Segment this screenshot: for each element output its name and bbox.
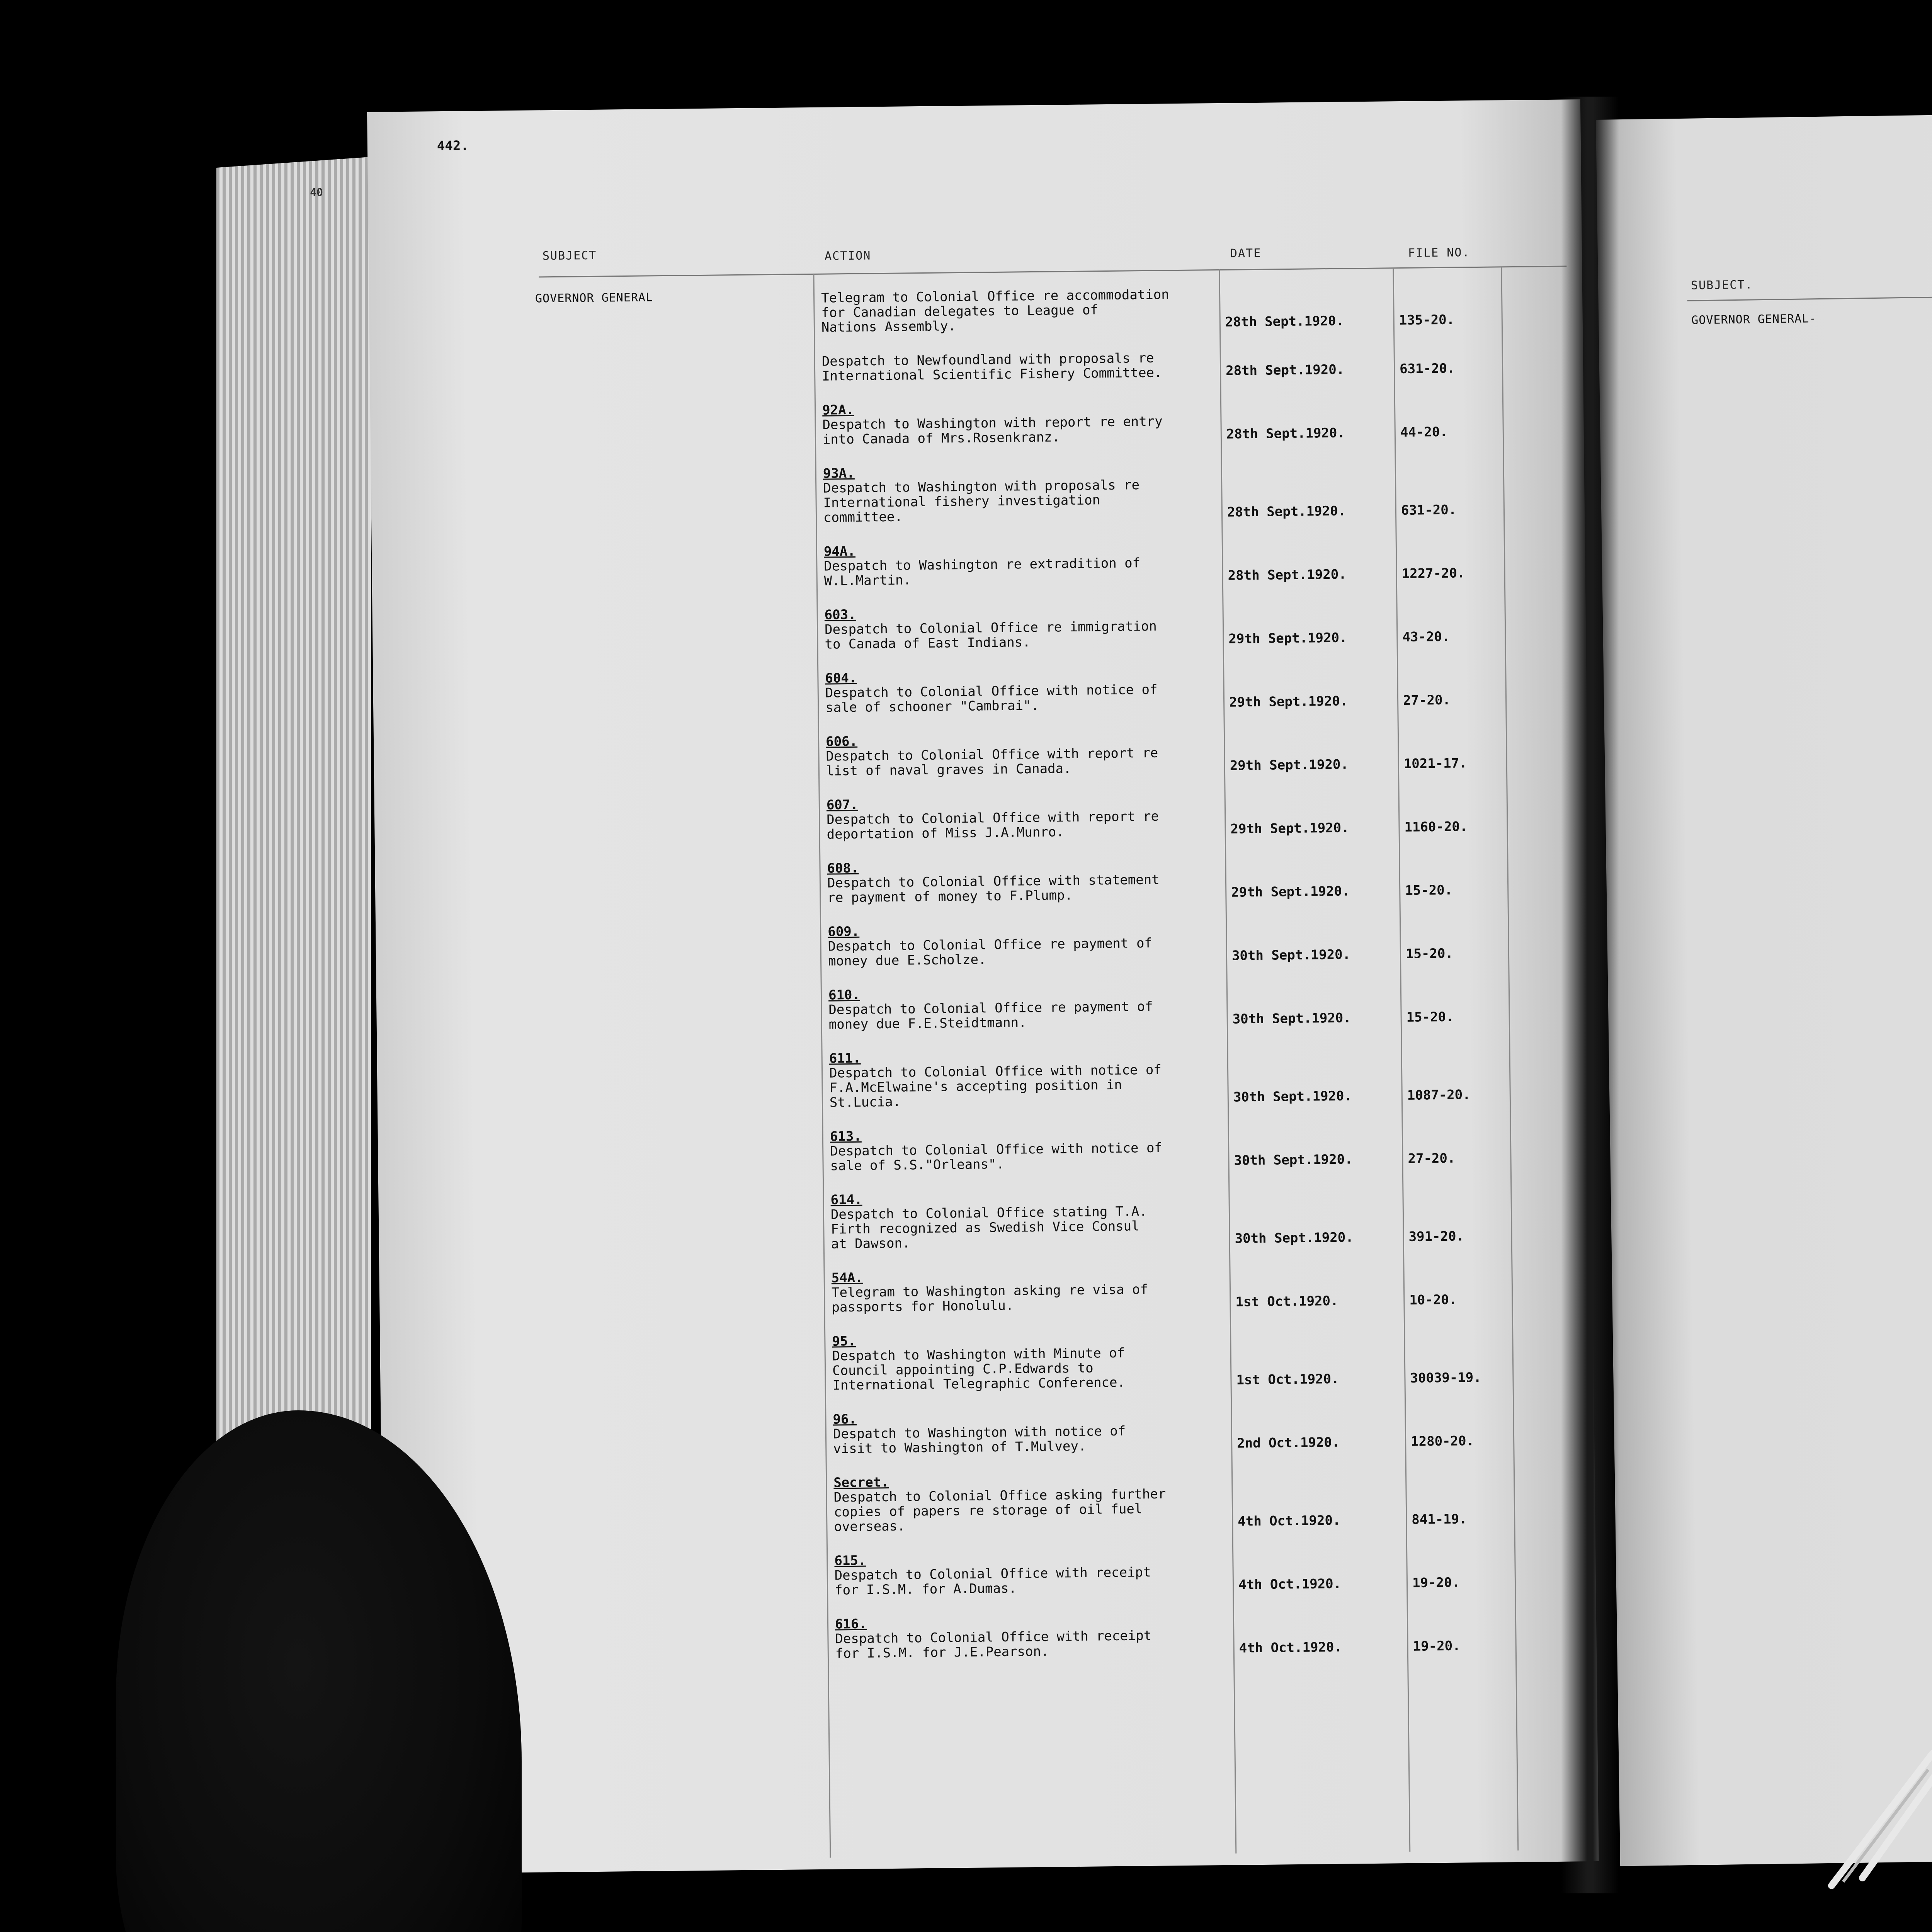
- entry-action-line: sale of S.S."Orleans".: [830, 1156, 1005, 1174]
- entry-number: 610.: [828, 987, 861, 1003]
- entry-number: Secret.: [833, 1475, 889, 1491]
- entry-action-line: Despatch to Colonial Office with receipt: [835, 1628, 1152, 1647]
- right-page: [1596, 101, 1932, 1866]
- entry-action-line: International fishery investigation: [823, 492, 1100, 511]
- ledger-entry: [824, 541, 1141, 588]
- entry-action-line: Despatch to Washington with report re entry: [822, 413, 1163, 433]
- entry-date: 30th Sept.1920.: [1235, 1230, 1354, 1247]
- subject-label: GOVERNOR GENERAL: [535, 291, 653, 306]
- ledger-entry: [823, 463, 1140, 525]
- entry-date: 29th Sept.1920.: [1229, 693, 1348, 710]
- left-page: [310, 99, 1599, 1874]
- entry-action-line: visit to Washington of T.Mulvey.: [833, 1438, 1087, 1457]
- entry-number: 54A.: [831, 1270, 863, 1286]
- ledger-entry: [828, 985, 1153, 1032]
- entry-number: 616.: [835, 1616, 867, 1632]
- entry-file-no: 1160-20.: [1404, 819, 1468, 835]
- entry-action-line: money due E.Scholze.: [828, 952, 986, 969]
- ledger-entry: [830, 1189, 1147, 1252]
- entry-action-line: committee.: [823, 509, 903, 526]
- entry-date: 28th Sept.1920.: [1226, 425, 1345, 442]
- entry-action-line: at Dawson.: [831, 1235, 910, 1252]
- entry-date: 1st Oct.1920.: [1235, 1293, 1338, 1310]
- entry-file-no: 15-20.: [1405, 882, 1453, 898]
- entry-date: 29th Sept.1920.: [1230, 820, 1349, 837]
- ledger-entry: [828, 921, 1152, 969]
- entry-number: 606.: [825, 733, 858, 750]
- entry-file-no: 135-20.: [1399, 312, 1455, 328]
- entry-action-line: copies of papers re storage of oil fuel: [833, 1501, 1143, 1520]
- entry-number: 603.: [824, 607, 856, 623]
- entry-action-line: Firth recognized as Swedish Vice Consul: [831, 1218, 1139, 1237]
- entry-file-no: 841-19.: [1412, 1511, 1467, 1527]
- entry-action-line: Despatch to Colonial Office with notice of: [825, 682, 1158, 701]
- ledger-entry: [830, 1126, 1163, 1173]
- ledger-entry: [822, 399, 1163, 447]
- entry-action-line: Despatch to Washington with Minute of: [832, 1345, 1125, 1364]
- ledger-entry: [834, 1550, 1151, 1598]
- paper-clip-icon: [1816, 1739, 1932, 1893]
- ledger-entry: [822, 350, 1162, 383]
- entry-action-line: Despatch to Washington with proposals re: [823, 477, 1140, 496]
- entry-file-no: 19-20.: [1413, 1638, 1461, 1654]
- header-subject: SUBJECT.: [1690, 278, 1753, 293]
- entry-file-no: 27-20.: [1408, 1150, 1456, 1167]
- entry-date: 28th Sept.1920.: [1227, 503, 1346, 520]
- entry-action-line: to Canada of East Indians.: [825, 634, 1031, 652]
- entry-action-line: Despatch to Colonial Office re immigration: [824, 618, 1157, 638]
- entry-date: 4th Oct.1920.: [1238, 1576, 1342, 1593]
- entry-action-line: Telegram to Colonial Office re accommodation: [821, 287, 1169, 306]
- entry-action-line: Despatch to Colonial Office with notice of: [830, 1140, 1163, 1159]
- column-rule: [1501, 266, 1519, 1850]
- entry-date: 28th Sept.1920.: [1228, 566, 1347, 583]
- entry-number: 94A.: [823, 543, 856, 560]
- entry-action-line: Nations Assembly.: [821, 318, 956, 335]
- ledger-entry: [833, 1409, 1126, 1456]
- page-number: 442.: [437, 138, 469, 154]
- ledger-entry: [821, 287, 1170, 335]
- entry-action-line: Despatch to Newfoundland with proposals re: [821, 350, 1154, 369]
- ledger-entry: [827, 794, 1159, 842]
- entry-number: 93A.: [823, 465, 855, 481]
- ledger-entry: [825, 668, 1158, 715]
- ledger-entry: [833, 1472, 1166, 1534]
- header-action: ACTION: [824, 249, 871, 263]
- entry-action-line: International Telegraphic Conference.: [832, 1374, 1126, 1393]
- entry-file-no: 631-20.: [1401, 502, 1457, 519]
- entry-date: 30th Sept.1920.: [1234, 1151, 1353, 1168]
- ledger-entry: [832, 1331, 1125, 1393]
- header-subject: SUBJECT: [542, 248, 597, 263]
- ledger-entry: [827, 858, 1160, 905]
- entry-number: 607.: [826, 797, 858, 813]
- ledger-entry: [824, 604, 1157, 652]
- entry-action-line: deportation of Miss J.A.Munro.: [827, 824, 1064, 842]
- entry-action-line: Despatch to Colonial Office re payment of: [828, 935, 1153, 954]
- entry-list: [1596, 101, 1932, 120]
- entry-file-no: 30039-19.: [1410, 1369, 1481, 1386]
- entry-action-line: for Canadian delegates to League of: [821, 302, 1099, 321]
- ledger-entry: [835, 1614, 1152, 1661]
- header-file-no: FILE NO.: [1408, 246, 1470, 260]
- entry-action-line: Council appointing C.P.Edwards to: [832, 1360, 1094, 1379]
- entry-file-no: 15-20.: [1405, 946, 1453, 962]
- entry-action-line: W.L.Martin.: [824, 572, 912, 589]
- entry-date: 29th Sept.1920.: [1228, 630, 1347, 647]
- entry-number: 92A.: [822, 402, 854, 418]
- entry-action-line: money due F.E.Steidtmann.: [828, 1015, 1027, 1032]
- page-edge-number: 40: [310, 186, 323, 199]
- entry-action-line: re payment of money to F.Plump.: [827, 887, 1073, 906]
- entry-action-line: Telegram to Washington asking re visa of: [831, 1282, 1148, 1301]
- entry-file-no: 10-20.: [1409, 1292, 1457, 1308]
- ledger-entry: [831, 1267, 1148, 1315]
- entry-number: 609.: [828, 923, 860, 940]
- entry-action-line: Despatch to Colonial Office with notice of: [829, 1062, 1162, 1081]
- entry-date: 1st Oct.1920.: [1236, 1371, 1339, 1388]
- entry-number: 614.: [830, 1192, 862, 1208]
- entry-date: 2nd Oct.1920.: [1236, 1434, 1340, 1451]
- entry-file-no: 1021-17.: [1403, 755, 1467, 772]
- entry-date: 4th Oct.1920.: [1238, 1512, 1341, 1529]
- entry-number: 615.: [834, 1553, 866, 1569]
- entry-action-line: Despatch to Colonial Office asking further: [833, 1486, 1166, 1505]
- entry-action-line: St.Lucia.: [829, 1094, 901, 1111]
- entry-file-no: 44-20.: [1400, 424, 1448, 440]
- entry-file-no: 15-20.: [1406, 1009, 1454, 1025]
- entry-file-no: 1280-20.: [1410, 1433, 1475, 1449]
- header-date: DATE: [1230, 246, 1262, 260]
- entry-file-no: 631-20.: [1399, 361, 1455, 377]
- entry-number: 611.: [829, 1050, 861, 1066]
- entry-action-line: Despatch to Colonial Office with report re: [826, 745, 1158, 764]
- entry-action-line: overseas.: [834, 1518, 905, 1535]
- entry-date: 29th Sept.1920.: [1230, 757, 1349, 774]
- entry-file-no: 43-20.: [1402, 629, 1450, 645]
- entry-action-line: for I.S.M. for A.Dumas.: [834, 1580, 1017, 1598]
- entry-date: 30th Sept.1920.: [1233, 1088, 1352, 1105]
- entry-date: 30th Sept.1920.: [1231, 947, 1351, 964]
- entry-date: 28th Sept.1920.: [1225, 313, 1344, 330]
- entry-date: 29th Sept.1920.: [1231, 883, 1350, 900]
- entry-action-line: Despatch to Washington re extradition of: [824, 555, 1141, 574]
- ledger-entry: [826, 731, 1158, 779]
- entry-number: 95.: [832, 1333, 856, 1349]
- entry-action-line: into Canada of Mrs.Rosenkranz.: [822, 429, 1060, 447]
- entry-number: 608.: [827, 860, 859, 876]
- entry-action-line: list of naval graves in Canada.: [826, 761, 1071, 779]
- entry-file-no: 27-20.: [1403, 692, 1451, 709]
- entry-file-no: 1087-20.: [1407, 1087, 1471, 1103]
- entry-action-line: Despatch to Colonial Office with statement: [827, 872, 1160, 891]
- entry-date: 28th Sept.1920.: [1225, 362, 1345, 379]
- entry-action-line: Despatch to Washington with notice of: [833, 1423, 1126, 1442]
- entry-file-no: 1227-20.: [1401, 565, 1465, 582]
- entry-action-line: Despatch to Colonial Office stating T.A.: [830, 1204, 1147, 1223]
- entry-action-line: passports for Honolulu.: [832, 1298, 1014, 1315]
- subject-label: GOVERNOR GENERAL-: [1691, 312, 1817, 327]
- entry-action-line: sale of schooner "Cambrai".: [825, 697, 1039, 716]
- entry-number: 604.: [825, 670, 857, 686]
- entry-date: 4th Oct.1920.: [1239, 1639, 1342, 1656]
- entry-action-line: F.A.McElwaine's accepting position in: [829, 1077, 1122, 1096]
- book-gutter: [1561, 97, 1619, 1893]
- ledger-entry: [829, 1048, 1162, 1110]
- entry-action-line: Despatch to Colonial Office re payment of: [828, 998, 1153, 1018]
- header-rule: [539, 266, 1566, 278]
- entry-file-no: 19-20.: [1412, 1575, 1460, 1591]
- entry-action-line: for I.S.M. for J.E.Pearson.: [835, 1643, 1049, 1662]
- entry-file-no: 391-20.: [1408, 1228, 1464, 1245]
- entry-date: 30th Sept.1920.: [1232, 1010, 1351, 1027]
- entry-number: 613.: [830, 1128, 862, 1145]
- entry-action-line: Despatch to Colonial Office with receipt: [834, 1564, 1151, 1583]
- entry-number: 96.: [833, 1411, 857, 1427]
- entry-action-line: International Scientific Fishery Committee.: [822, 365, 1162, 384]
- entry-action-line: Despatch to Colonial Office with report re: [827, 808, 1159, 828]
